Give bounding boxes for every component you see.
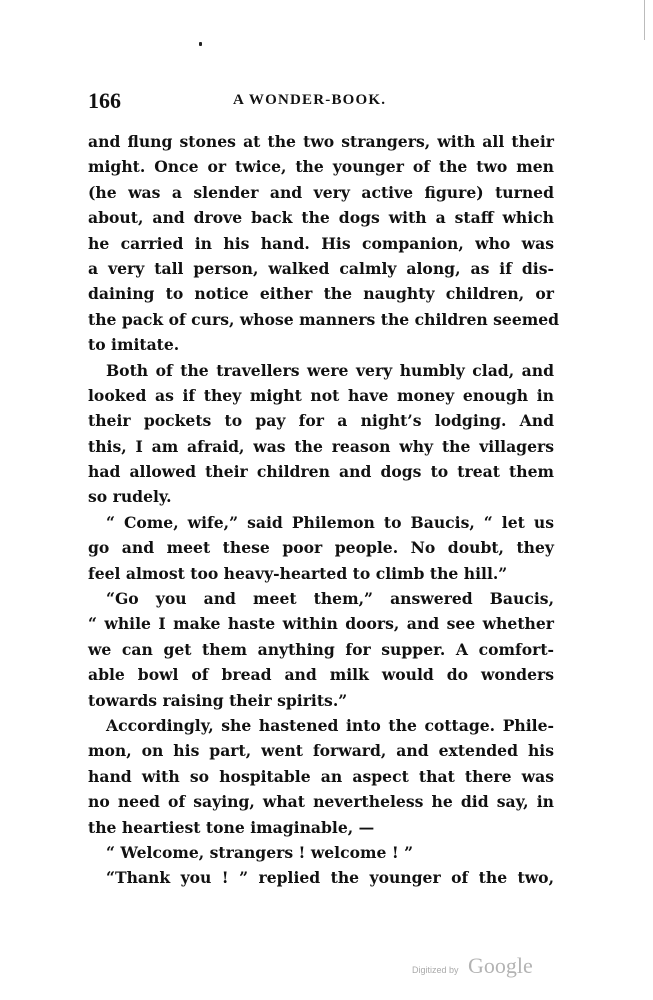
text-line: he carried in his hand. His companion, who was	[88, 233, 554, 253]
text-line: able bowl of bread and milk would do wonders	[88, 665, 554, 685]
text-line: might. Once or twice, the younger of the two men	[88, 157, 554, 177]
text-line: had allowed their children and dogs to treat them	[88, 462, 554, 482]
body-text	[88, 129, 560, 891]
digitized-watermark	[412, 953, 562, 983]
text-line: “ Come, wife,” said Philemon to Baucis, “ let us	[106, 512, 554, 532]
text-line: so rudely.	[88, 487, 172, 507]
ink-speck	[199, 42, 202, 46]
page-number: 166	[88, 88, 121, 113]
text-line: and flung stones at the two strangers, with all their	[88, 132, 554, 151]
text-line: daining to notice either the naughty children, or	[88, 284, 554, 304]
text-line: Both of the travellers were very humbly clad, and	[106, 360, 554, 380]
text-line: “Go you and meet them,” answered Baucis,	[106, 589, 554, 609]
text-line: the pack of curs, whose manners the children seemed	[88, 309, 560, 329]
text-line: no need of saying, what nevertheless he did say, in	[88, 792, 554, 812]
page-edge-mark	[644, 0, 645, 40]
text-line: their pockets to pay for a night’s lodging. And	[88, 411, 554, 431]
text-line: “ while I make haste within doors, and see whether	[88, 614, 554, 634]
text-line: hand with so hospitable an aspect that there was	[88, 766, 554, 786]
text-line: feel almost too heavy-hearted to climb the hill.”	[88, 563, 508, 583]
text-line: go and meet these poor people. No doubt, they	[88, 538, 554, 558]
text-line: “ Welcome, strangers ! welcome ! ”	[106, 842, 414, 862]
text-line: mon, on his part, went forward, and extended his	[88, 741, 554, 761]
text-line: (he was a slender and very active figure) turned	[88, 182, 554, 202]
text-line: towards raising their spirits.”	[88, 690, 348, 710]
text-line: we can get them anything for supper. A comfort-	[88, 639, 554, 659]
running-title: A WONDER-BOOK.	[233, 92, 387, 108]
text-line: the heartiest tone imaginable, —	[88, 817, 375, 837]
watermark-prefix: Digitized by	[412, 965, 459, 975]
text-line: about, and drove back the dogs with a staff which	[88, 208, 554, 228]
text-line: “Thank you ! ” replied the younger of the two,	[106, 868, 554, 888]
text-line: to imitate.	[88, 335, 180, 355]
text-line: this, I am afraid, was the reason why the villagers	[88, 436, 554, 456]
google-logo: Google	[468, 953, 533, 978]
text-line: Accordingly, she hastened into the cottage. Phile-	[106, 715, 554, 735]
text-line: a very tall person, walked calmly along, as if dis-	[88, 258, 554, 278]
page-header	[88, 88, 554, 118]
text-line: looked as if they might not have money enough in	[88, 385, 554, 405]
